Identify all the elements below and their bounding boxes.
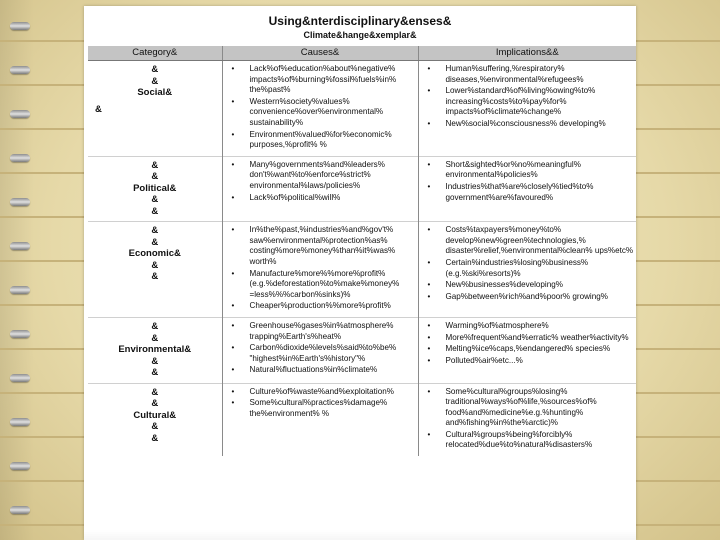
category-line: Cultural& <box>133 409 177 421</box>
category-line: & <box>151 259 159 271</box>
binder-ring <box>10 22 30 30</box>
category-line: Political& <box>133 182 177 194</box>
list-item: • Industries%that%are%closely%tied%to% government%are%favoured% <box>421 182 635 203</box>
implications-cell <box>418 318 636 384</box>
category-line: & <box>151 367 159 378</box>
list-item: • Some%cultural%groups%losing% traditional%ways%of%life,%sources%of% food%and%medicine%e.g.%hunting% and%fishing%in%the%arctic)% <box>421 387 635 429</box>
header-category: Category& <box>88 46 222 61</box>
list-item: • Carbon%dioxide%levels%said%to%be% "highest%in%Earth's%history"% <box>225 343 416 364</box>
list-item: • Manufacture%more%%more%profit% (e.g.%deforestation%to%make%money% =less%%%carbon%sinks)% <box>225 269 416 301</box>
list-item: • Western%society%values% convenience%over%environmental% sustainability% <box>225 97 416 129</box>
list-item: • New%businesses%developing% <box>421 280 635 291</box>
causes-cell <box>222 156 418 222</box>
binder-ring <box>10 330 30 338</box>
category-line: & <box>151 205 159 217</box>
category-cell <box>88 318 222 384</box>
list-item: • Many%governments%and%leaders% don't%want%to%enforce%strict% environmental%laws/policies% <box>225 160 416 192</box>
list-item: • Culture%of%waste%and%exploitation% <box>225 387 416 398</box>
implications-list <box>421 160 635 203</box>
binder-ring <box>10 110 30 118</box>
list-item: • Gap%between%rich%and%poor% growing% <box>421 292 635 303</box>
list-item: • Melting%ice%caps,%endangered% species% <box>421 344 635 355</box>
header-causes: Causes& <box>222 46 418 61</box>
list-item: • Cheaper%production%%more%profit% <box>225 301 416 312</box>
implications-cell <box>418 61 636 157</box>
binder-ring <box>10 242 30 250</box>
category-cell <box>88 61 222 157</box>
implications-list <box>421 321 635 366</box>
table-row <box>88 318 636 384</box>
list-item: • More%frequent%and%erratic% weather%activity% <box>421 333 635 344</box>
document-subtitle: Climate&hange&xemplar& <box>303 30 417 40</box>
list-item: • Greenhouse%gases%in%atmosphere% trapping%Earth's%heat% <box>225 321 416 342</box>
causes-cell <box>222 383 418 456</box>
document-page <box>84 6 636 540</box>
binder-ring <box>10 418 30 426</box>
category-line: & <box>151 321 159 332</box>
binder-ring <box>10 198 30 206</box>
category-line: Environmental& <box>118 344 192 355</box>
binder-ring <box>10 154 30 162</box>
category-line: & <box>151 398 159 409</box>
category-line: Social& <box>137 87 173 98</box>
implications-list <box>421 64 635 130</box>
causes-cell <box>222 61 418 157</box>
page-bottom-shadow <box>84 530 636 540</box>
comparison-table <box>88 46 636 456</box>
list-item: • Cultural%groups%being%forcibly% relocated%due%to%natural%disasters% <box>421 430 635 451</box>
list-item: • Environment%valued%for%economic% purposes,%profit% % <box>225 130 416 151</box>
list-item: • Lower%standard%of%living%owing%to% increasing%costs%to%pay%for% impacts%of%climate%change% <box>421 86 635 118</box>
table-row <box>88 383 636 456</box>
binder-ring <box>10 66 30 74</box>
list-item: • Human%suffering,%respiratory% diseases,%environmental%refugees% <box>421 64 635 85</box>
table-row <box>88 156 636 222</box>
category-line: & <box>151 64 159 75</box>
implications-list <box>421 387 635 452</box>
causes-list <box>225 64 416 151</box>
category-line: & <box>151 432 159 444</box>
category-cell <box>88 156 222 222</box>
causes-cell <box>222 222 418 318</box>
causes-list <box>225 160 416 203</box>
category-line: & <box>151 236 159 248</box>
category-line: & <box>151 171 159 183</box>
binder-ring <box>10 374 30 382</box>
category-line: & <box>151 271 159 283</box>
causes-list <box>225 225 416 312</box>
causes-list <box>225 321 416 376</box>
binder-ring <box>10 506 30 514</box>
category-line: & <box>151 225 159 237</box>
category-line: & <box>151 75 159 87</box>
implications-list <box>421 225 635 302</box>
category-cell <box>88 383 222 456</box>
category-line: & <box>151 194 159 206</box>
category-line: & <box>151 355 159 367</box>
list-item: • Certain%industries%losing%business% (e.g.%ski%resorts)% <box>421 258 635 279</box>
list-item: • Warming%of%atmosphere% <box>421 321 635 332</box>
list-item: • Lack%of%education%about%negative% impacts%of%burning%fossil%fuels%in% the%past% <box>225 64 416 96</box>
category-cell <box>88 222 222 318</box>
list-item: • Costs%taxpayers%money%to% develop%new%green%technologies,% disaster%relief,%environmental%clean% ups%etc% <box>421 225 635 257</box>
list-item: • In%the%past,%industries%and%gov't% saw%environmental%protection%as% costing%more%money%than%it%was% worth% <box>225 225 416 267</box>
implications-cell <box>418 222 636 318</box>
table-header-row <box>88 46 636 61</box>
category-line: & <box>151 159 159 171</box>
table-row <box>88 61 636 157</box>
implications-cell <box>418 156 636 222</box>
stray-mark: & <box>95 104 102 115</box>
category-line: Economic& <box>128 248 181 260</box>
list-item: • Short&sighted%or%no%meaningful% environmental%policies% <box>421 160 635 181</box>
document-title: Using&nterdisciplinary&enses& <box>268 14 452 28</box>
notebook-spine <box>0 0 34 540</box>
causes-list <box>225 387 416 420</box>
list-item: • Natural%fluctuations%in%climate% <box>225 365 416 376</box>
list-item: • Polluted%air%etc...% <box>421 356 635 367</box>
category-line: & <box>151 421 159 432</box>
list-item: • Lack%of%political%will% <box>225 193 416 204</box>
table-row <box>88 222 636 318</box>
binder-ring <box>10 462 30 470</box>
category-line: & <box>151 386 159 398</box>
list-item: • Some%cultural%practices%damage% the%environment% % <box>225 398 416 419</box>
header-implications: Implications&& <box>418 46 636 61</box>
binder-ring <box>10 286 30 294</box>
causes-cell <box>222 318 418 384</box>
category-line: & <box>151 332 159 344</box>
implications-cell <box>418 383 636 456</box>
list-item: • New%social%consciousness% developing% <box>421 119 635 130</box>
